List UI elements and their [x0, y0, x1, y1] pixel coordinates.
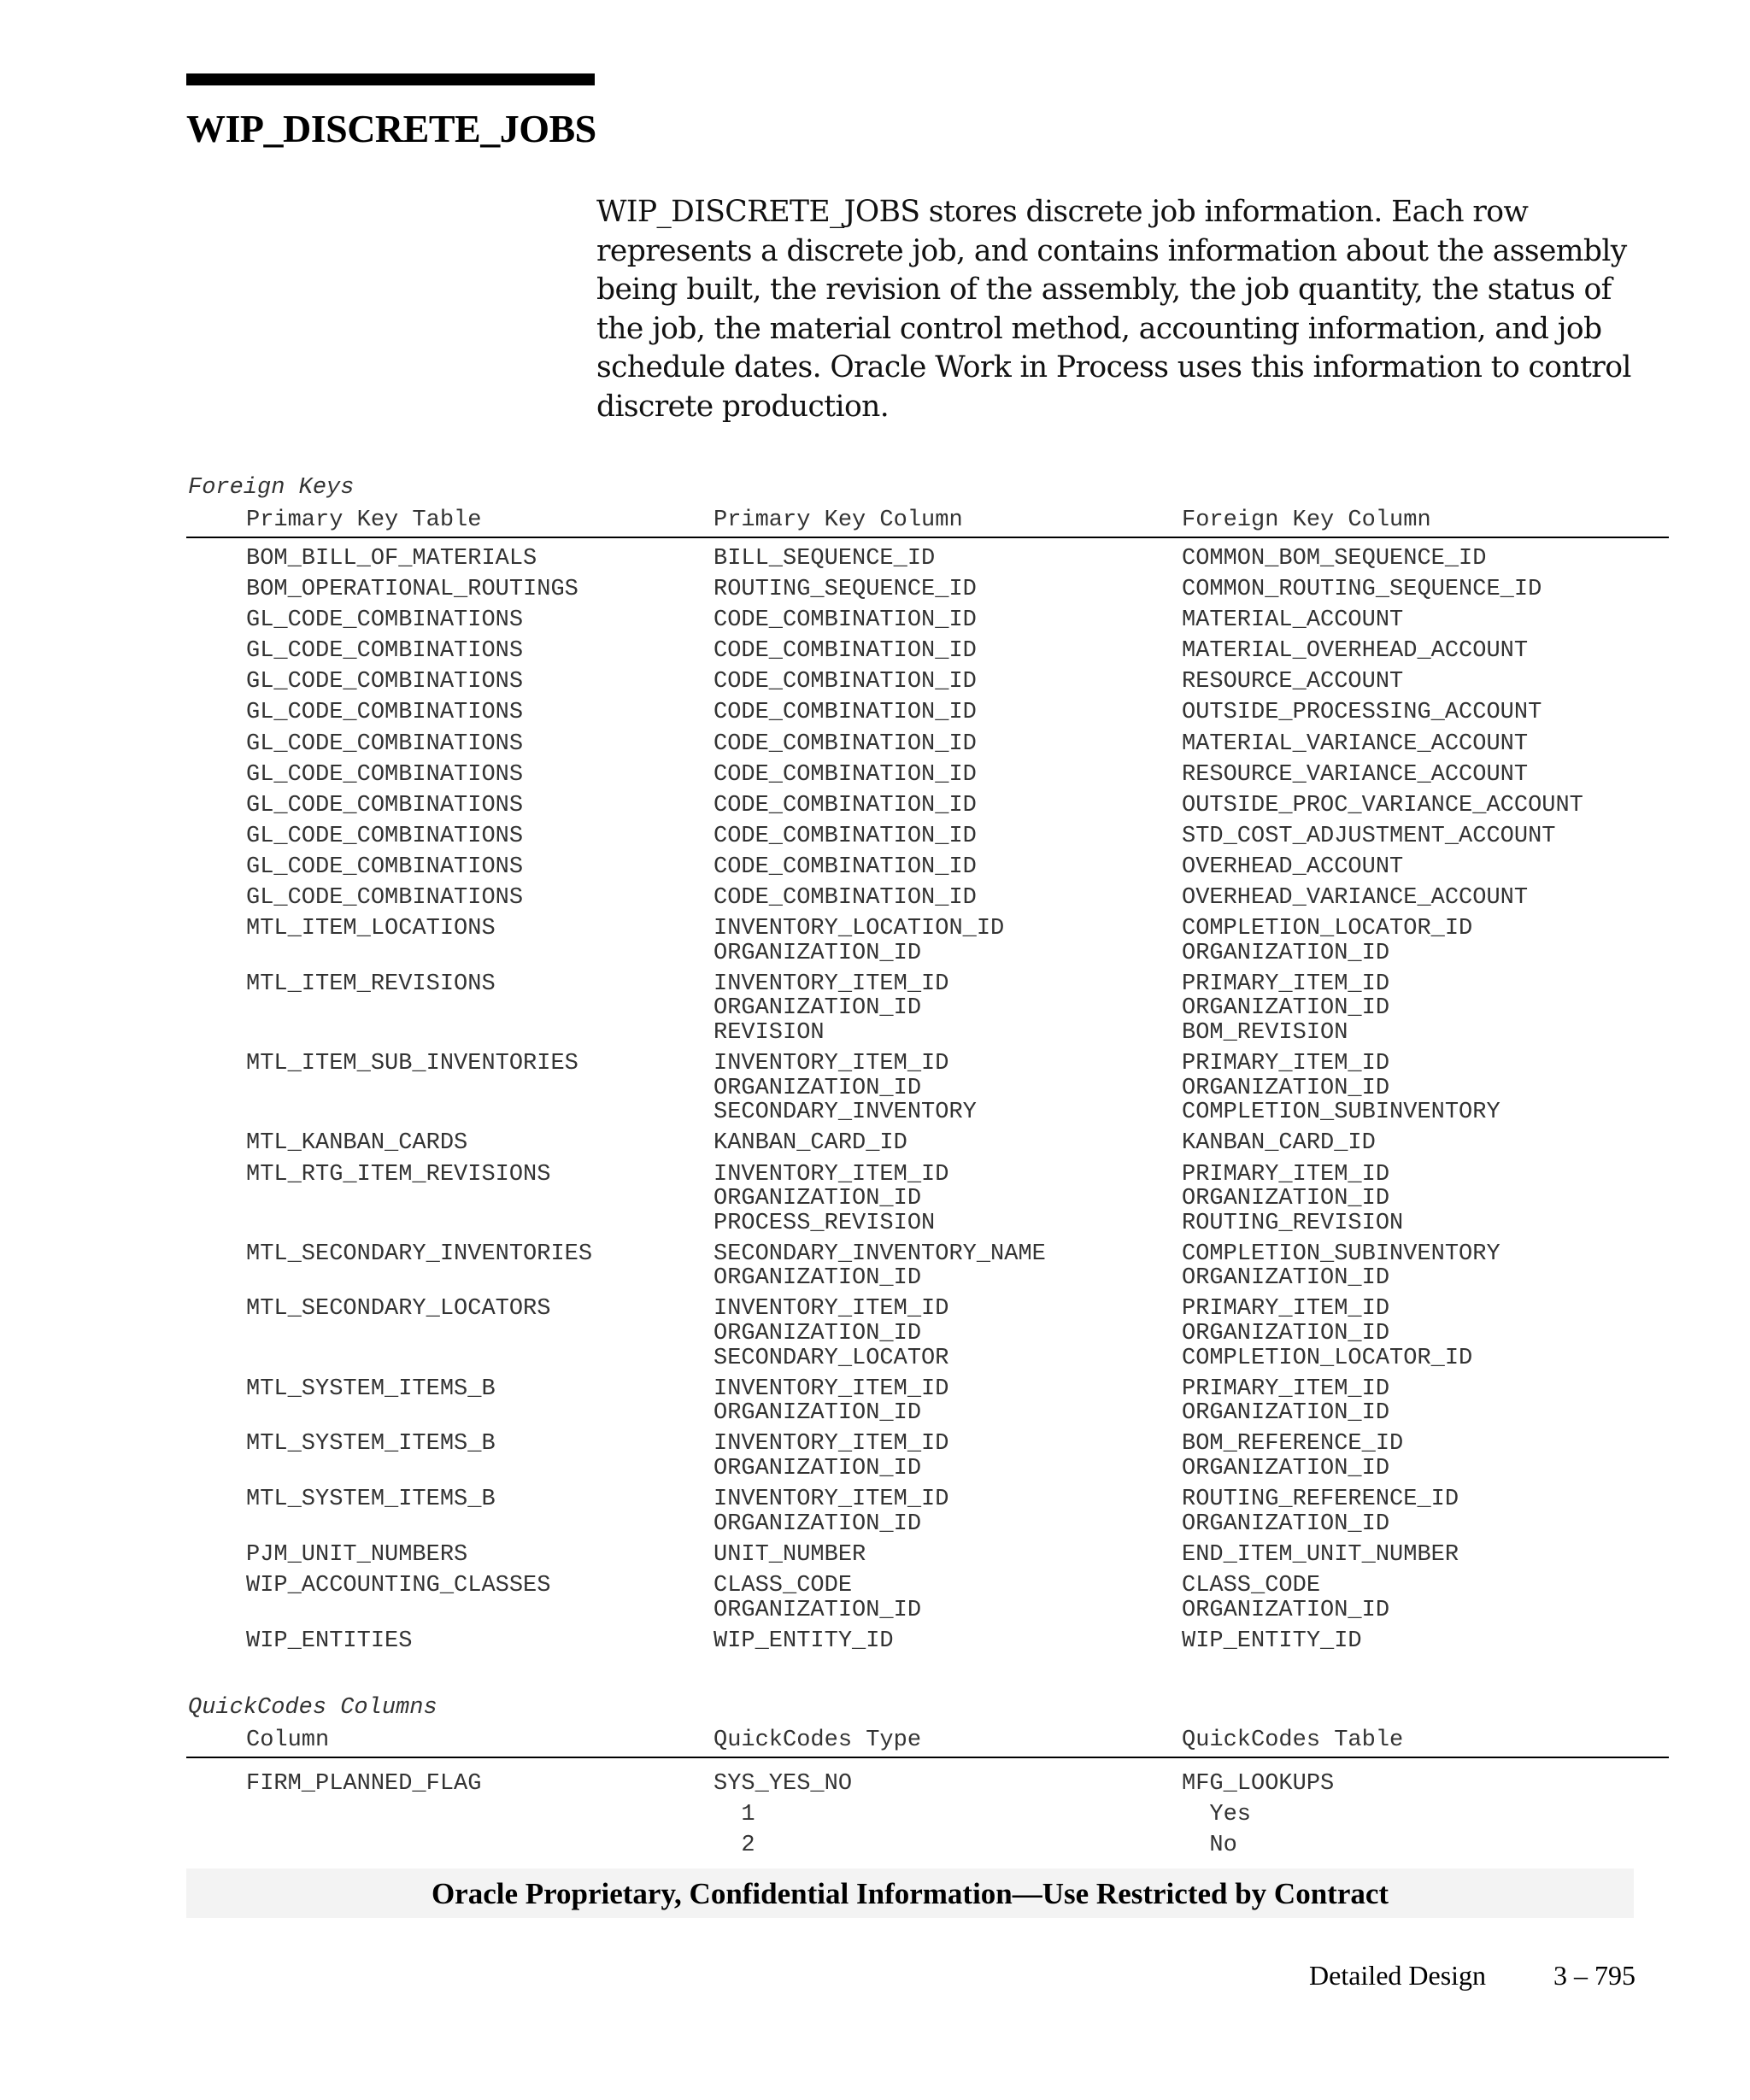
- fk-cell-fk: PRIMARY_ITEM_ID ORGANIZATION_ID: [1182, 1376, 1390, 1427]
- fk-cell-pk: CODE_COMBINATION_ID: [714, 853, 977, 880]
- table-row: [186, 1432, 1669, 1487]
- table-row: [186, 1833, 1669, 1864]
- fk-cell-pk: UNIT_NUMBER: [714, 1541, 866, 1568]
- fk-cell-fk: PRIMARY_ITEM_ID ORGANIZATION_ID COMPLETION_SUBINVENTORY: [1182, 1051, 1500, 1126]
- table-row: [186, 794, 1669, 824]
- fk-cell-table: WIP_ENTITIES: [246, 1628, 413, 1654]
- fk-cell-fk: KANBAN_CARD_ID: [1182, 1130, 1376, 1157]
- table-row: [186, 1543, 1669, 1574]
- table-row: [186, 639, 1669, 670]
- table-row: [186, 732, 1669, 763]
- table-row: [186, 1163, 1669, 1242]
- fk-cell-table: GL_CODE_COMBINATIONS: [246, 853, 524, 880]
- table-description: WIP_DISCRETE_JOBS stores discrete job information. Each row represents a discrete job, and contains information about the assembly being built, the revision of the assembly, the job quantity, the status of the job, the material control method, accounting information, and job schedule dates. Oracle Work in Process uses this information to control discrete production.: [596, 195, 1631, 424]
- qc-cell-fk: MFG_LOOKUPS: [1182, 1771, 1335, 1797]
- header-column: Column: [246, 1728, 330, 1753]
- title-rule: [186, 73, 595, 85]
- fk-cell-pk: CODE_COMBINATION_ID: [714, 607, 977, 634]
- fk-cell-fk: MATERIAL_VARIANCE_ACCOUNT: [1182, 730, 1529, 757]
- fk-cell-pk: KANBAN_CARD_ID: [714, 1130, 907, 1157]
- fk-cell-fk: END_ITEM_UNIT_NUMBER: [1182, 1541, 1459, 1568]
- table-row: [186, 1131, 1669, 1162]
- fk-cell-pk: CODE_COMBINATION_ID: [714, 885, 977, 912]
- fk-cell-pk: CLASS_CODE ORGANIZATION_ID: [714, 1572, 922, 1623]
- foreign-keys-header: [186, 507, 1669, 538]
- table-row: [186, 578, 1669, 608]
- fk-cell-table: WIP_ACCOUNTING_CLASSES: [246, 1572, 551, 1598]
- fk-cell-table: GL_CODE_COMBINATIONS: [246, 761, 524, 788]
- table-row: [186, 1772, 1669, 1803]
- foreign-keys-label: Foreign Keys: [188, 475, 355, 501]
- fk-cell-pk: CODE_COMBINATION_ID: [714, 823, 977, 849]
- fk-cell-fk: MATERIAL_ACCOUNT: [1182, 607, 1404, 634]
- header-foreign-key-column: Foreign Key Column: [1182, 507, 1431, 533]
- table-row: [186, 608, 1669, 639]
- quickcodes-table: [186, 1772, 1669, 1864]
- fk-cell-pk: INVENTORY_ITEM_ID ORGANIZATION_ID: [714, 1431, 949, 1482]
- fk-cell-pk: BILL_SEQUENCE_ID: [714, 546, 936, 572]
- fk-cell-pk: CODE_COMBINATION_ID: [714, 669, 977, 695]
- fk-cell-fk: COMMON_BOM_SEQUENCE_ID: [1182, 546, 1487, 572]
- table-row: [186, 1803, 1669, 1833]
- fk-cell-table: GL_CODE_COMBINATIONS: [246, 730, 524, 757]
- fk-cell-table: GL_CODE_COMBINATIONS: [246, 792, 524, 818]
- fk-cell-pk: CODE_COMBINATION_ID: [714, 730, 977, 757]
- table-row: [186, 1487, 1669, 1543]
- table-row: [186, 917, 1669, 972]
- table-row: [186, 824, 1669, 855]
- fk-cell-pk: INVENTORY_ITEM_ID ORGANIZATION_ID: [714, 1376, 949, 1427]
- fk-cell-fk: WIP_ENTITY_ID: [1182, 1628, 1362, 1654]
- page-title: WIP_DISCRETE_JOBS: [186, 107, 596, 150]
- fk-cell-pk: INVENTORY_ITEM_ID ORGANIZATION_ID: [714, 1487, 949, 1537]
- table-row: [186, 1574, 1669, 1629]
- table-row: [186, 763, 1669, 794]
- fk-cell-table: BOM_OPERATIONAL_ROUTINGS: [246, 577, 578, 603]
- fk-cell-table: MTL_ITEM_LOCATIONS: [246, 916, 496, 942]
- fk-cell-pk: CODE_COMBINATION_ID: [714, 700, 977, 726]
- fk-cell-pk: ROUTING_SEQUENCE_ID: [714, 577, 977, 603]
- qc-cell-pk: 1: [714, 1802, 755, 1828]
- fk-cell-pk: WIP_ENTITY_ID: [714, 1628, 894, 1654]
- confidential-banner: [186, 1868, 1634, 1918]
- fk-cell-fk: BOM_REFERENCE_ID ORGANIZATION_ID: [1182, 1431, 1404, 1482]
- fk-cell-table: GL_CODE_COMBINATIONS: [246, 700, 524, 726]
- fk-cell-pk: INVENTORY_ITEM_ID ORGANIZATION_ID PROCESS_REVISION: [714, 1161, 949, 1236]
- table-row: [186, 1629, 1669, 1660]
- header-quickcodes-type: QuickCodes Type: [714, 1728, 922, 1753]
- fk-cell-fk: OVERHEAD_VARIANCE_ACCOUNT: [1182, 885, 1529, 912]
- fk-cell-pk: SECONDARY_INVENTORY_NAME ORGANIZATION_ID: [714, 1241, 1046, 1292]
- fk-cell-fk: COMPLETION_LOCATOR_ID ORGANIZATION_ID: [1182, 916, 1473, 966]
- fk-cell-table: GL_CODE_COMBINATIONS: [246, 607, 524, 634]
- foreign-keys-table: [186, 547, 1669, 1660]
- fk-cell-fk: RESOURCE_ACCOUNT: [1182, 669, 1404, 695]
- fk-cell-table: MTL_SECONDARY_LOCATORS: [246, 1296, 551, 1323]
- table-row: [186, 886, 1669, 917]
- fk-cell-table: BOM_BILL_OF_MATERIALS: [246, 546, 537, 572]
- fk-cell-fk: PRIMARY_ITEM_ID ORGANIZATION_ID COMPLETION_LOCATOR_ID: [1182, 1296, 1473, 1371]
- header-quickcodes-table: QuickCodes Table: [1182, 1728, 1404, 1753]
- fk-cell-fk: OUTSIDE_PROC_VARIANCE_ACCOUNT: [1182, 792, 1583, 818]
- fk-cell-pk: CODE_COMBINATION_ID: [714, 761, 977, 788]
- table-row: [186, 701, 1669, 731]
- quickcodes-label: QuickCodes Columns: [188, 1695, 438, 1721]
- fk-cell-fk: OUTSIDE_PROCESSING_ACCOUNT: [1182, 700, 1542, 726]
- fk-cell-table: MTL_SYSTEM_ITEMS_B: [246, 1487, 496, 1513]
- fk-cell-pk: INVENTORY_ITEM_ID ORGANIZATION_ID SECONDARY_LOCATOR: [714, 1296, 949, 1371]
- fk-cell-table: GL_CODE_COMBINATIONS: [246, 669, 524, 695]
- qc-cell-table: FIRM_PLANNED_FLAG: [246, 1771, 482, 1797]
- qc-cell-pk: 2: [714, 1833, 755, 1859]
- fk-cell-pk: INVENTORY_ITEM_ID ORGANIZATION_ID SECONDARY_INVENTORY: [714, 1051, 977, 1126]
- fk-cell-fk: PRIMARY_ITEM_ID ORGANIZATION_ID ROUTING_REVISION: [1182, 1161, 1404, 1236]
- qc-cell-fk: Yes: [1182, 1802, 1252, 1828]
- fk-cell-fk: COMPLETION_SUBINVENTORY ORGANIZATION_ID: [1182, 1241, 1500, 1292]
- fk-cell-fk: STD_COST_ADJUSTMENT_ACCOUNT: [1182, 823, 1556, 849]
- fk-cell-fk: OVERHEAD_ACCOUNT: [1182, 853, 1404, 880]
- fk-cell-fk: COMMON_ROUTING_SEQUENCE_ID: [1182, 577, 1542, 603]
- table-row: [186, 972, 1669, 1052]
- header-primary-key-table: Primary Key Table: [246, 507, 482, 533]
- table-row: [186, 855, 1669, 886]
- fk-cell-table: MTL_ITEM_REVISIONS: [246, 971, 496, 997]
- table-row: [186, 1242, 1669, 1298]
- fk-cell-table: PJM_UNIT_NUMBERS: [246, 1541, 468, 1568]
- page-number: 3 – 795: [1553, 1960, 1635, 1991]
- fk-cell-table: MTL_ITEM_SUB_INVENTORIES: [246, 1051, 578, 1077]
- fk-cell-table: GL_CODE_COMBINATIONS: [246, 885, 524, 912]
- table-row: [186, 1377, 1669, 1433]
- qc-cell-pk: SYS_YES_NO: [714, 1771, 853, 1797]
- fk-cell-fk: MATERIAL_OVERHEAD_ACCOUNT: [1182, 638, 1529, 665]
- fk-cell-table: MTL_KANBAN_CARDS: [246, 1130, 468, 1157]
- footer-section: Detailed Design: [1309, 1960, 1487, 1991]
- header-primary-key-column: Primary Key Column: [714, 507, 963, 533]
- fk-cell-fk: ROUTING_REFERENCE_ID ORGANIZATION_ID: [1182, 1487, 1459, 1537]
- fk-cell-fk: CLASS_CODE ORGANIZATION_ID: [1182, 1572, 1390, 1623]
- fk-cell-pk: INVENTORY_ITEM_ID ORGANIZATION_ID REVISION: [714, 971, 949, 1046]
- table-row: [186, 547, 1669, 578]
- fk-cell-table: MTL_SECONDARY_INVENTORIES: [246, 1241, 593, 1267]
- table-row: [186, 1297, 1669, 1376]
- fk-cell-table: MTL_RTG_ITEM_REVISIONS: [246, 1161, 551, 1188]
- table-row: [186, 1052, 1669, 1131]
- quickcodes-header: [186, 1728, 1669, 1758]
- fk-cell-fk: RESOURCE_VARIANCE_ACCOUNT: [1182, 761, 1529, 788]
- confidential-notice: Oracle Proprietary, Confidential Information––Use Restricted by Contract: [431, 1877, 1389, 1910]
- fk-cell-table: GL_CODE_COMBINATIONS: [246, 823, 524, 849]
- qc-cell-fk: No: [1182, 1833, 1237, 1859]
- fk-cell-pk: CODE_COMBINATION_ID: [714, 638, 977, 665]
- fk-cell-table: MTL_SYSTEM_ITEMS_B: [246, 1431, 496, 1458]
- fk-cell-pk: CODE_COMBINATION_ID: [714, 792, 977, 818]
- fk-cell-table: MTL_SYSTEM_ITEMS_B: [246, 1376, 496, 1402]
- fk-cell-fk: PRIMARY_ITEM_ID ORGANIZATION_ID BOM_REVISION: [1182, 971, 1390, 1046]
- table-row: [186, 670, 1669, 701]
- fk-cell-pk: INVENTORY_LOCATION_ID ORGANIZATION_ID: [714, 916, 1005, 966]
- fk-cell-table: GL_CODE_COMBINATIONS: [246, 638, 524, 665]
